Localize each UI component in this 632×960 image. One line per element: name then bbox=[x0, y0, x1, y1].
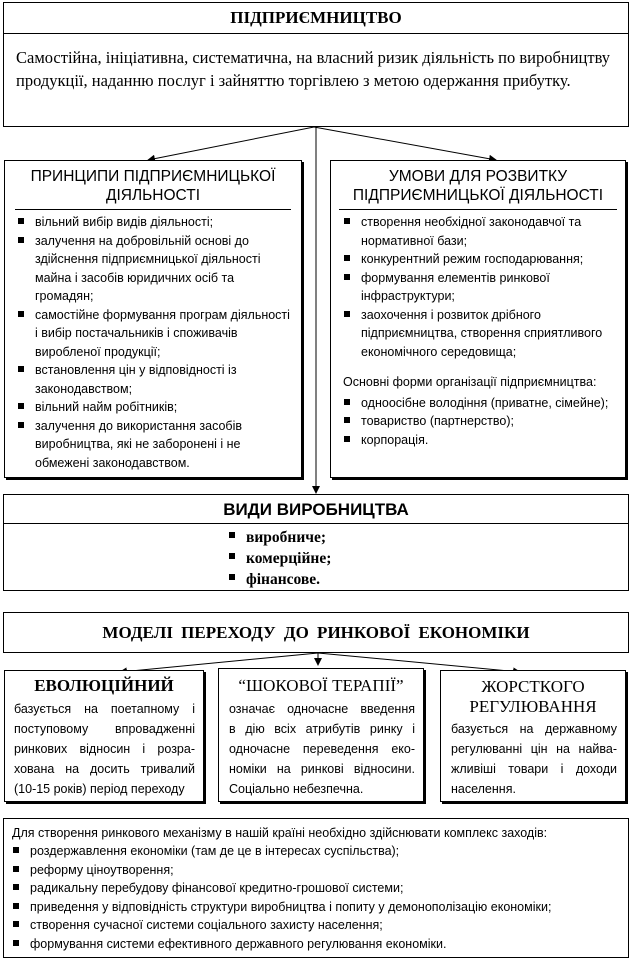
models-title: МОДЕЛІ ПЕРЕХОДУ ДО РИНКОВОЇ ЕКОНОМІКИ bbox=[3, 612, 629, 653]
entrepreneurship-definition: Самостійна, ініціативна, систематична, на власний ризик діяльність по виробництву продукції, наданню послуг і зайняттю торгівлею з метою одержання прибутку. bbox=[16, 48, 611, 90]
production-title: ВИДИ ВИРОБНИЦТВА bbox=[4, 495, 628, 524]
evolutionary-title: ЕВОЛЮЦІЙНИЙ bbox=[34, 676, 174, 695]
conditions-box bbox=[330, 160, 626, 478]
shock-therapy-description: означає одночасне введення в дію всіх атрибутів ринку і одночасне переведення еко- номіки на ринкові відносини. Соціально небезпечна. bbox=[229, 702, 415, 796]
shock-therapy-title: “ШОКОВОЇ ТЕРАПІЇ” bbox=[238, 676, 404, 695]
list-item: створення необхідної законодавчої та нормативної бази; bbox=[341, 213, 621, 250]
list-item: вільний найм робітників; bbox=[15, 398, 295, 417]
list-item: роздержавлення економіки (там де це в інтересах суспільства); bbox=[10, 842, 624, 861]
list-item: заохочення і розвиток дрібного підприємництва, створення сприятливого економічного середовища; bbox=[341, 306, 621, 362]
entrepreneurship-title: ПІДПРИЄМНИЦТВО bbox=[4, 3, 628, 34]
measures-list bbox=[4, 842, 628, 953]
production-box bbox=[3, 494, 629, 591]
list-item: самостійне формування програм діяльності і вибір постачальників і споживачів виробленої продукції; bbox=[15, 306, 295, 362]
conditions-title: УМОВИ ДЛЯ РОЗВИТКУ ПІДПРИЄМНИЦЬКОЇ ДІЯЛЬНОСТІ bbox=[352, 168, 604, 204]
list-item: радикальну перебудову фінансової кредитно-грошової системи; bbox=[10, 879, 624, 898]
list-item: вільний вибір видів діяльності; bbox=[15, 213, 295, 232]
strict-regulation-box bbox=[440, 670, 626, 802]
principles-list bbox=[5, 210, 301, 472]
production-list bbox=[4, 524, 628, 590]
evolutionary-description: базується на поетапному і поступовому впровадженні ринкових відносин і розра- хована на досить тривалий (10-15 років) період переходу bbox=[14, 702, 195, 796]
list-item: формування системи ефективного державного регулювання економіки. bbox=[10, 935, 624, 954]
list-item: конкурентний режим господарювання; bbox=[341, 250, 621, 269]
shock-therapy-box bbox=[218, 668, 424, 802]
arrow-to-conditions bbox=[314, 127, 496, 160]
list-item: товариство (партнерство); bbox=[341, 412, 621, 431]
measures-box bbox=[3, 818, 629, 958]
measures-intro: Для створення ринкового механізму в нашій країні необхідно здійснювати комплекс заходів: bbox=[12, 826, 548, 840]
conditions-list bbox=[331, 210, 625, 361]
entrepreneurship-box bbox=[3, 2, 629, 127]
evolutionary-box bbox=[4, 670, 204, 802]
list-item: приведення у відповідність структури виробництва і попиту у демонополізацію економіки; bbox=[10, 898, 624, 917]
list-item: встановлення цін у відповідності із законодавством; bbox=[15, 361, 295, 398]
forms-title: Основні форми організації підприємництва: bbox=[343, 375, 597, 389]
strict-regulation-title: ЖОРСТКОГО РЕГУЛЮВАННЯ bbox=[469, 677, 597, 716]
list-item: залучення до використання засобів виробництва, які не заборонені і не обмежені законодавством. bbox=[15, 417, 295, 473]
forms-list bbox=[331, 392, 625, 450]
principles-title: ПРИНЦИПИ ПІДПРИЄМНИЦЬКОЇ ДІЯЛЬНОСТІ bbox=[30, 168, 276, 204]
list-item: залучення на добровільній основі до здійснення підприємницької діяльності майна і засобів юридичних осіб та громадян; bbox=[15, 232, 295, 306]
list-item: одноосібне володіння (приватне, сімейне); bbox=[341, 394, 621, 413]
list-item: фінансове. bbox=[226, 569, 628, 590]
arrow-to-principles bbox=[148, 127, 314, 160]
list-item: корпорація. bbox=[341, 431, 621, 450]
list-item: комерційне; bbox=[226, 548, 628, 569]
principles-box bbox=[4, 160, 302, 478]
list-item: формування елементів ринкової інфраструктури; bbox=[341, 269, 621, 306]
list-item: створення сучасної системи соціального захисту населення; bbox=[10, 916, 624, 935]
strict-regulation-description: базується на державному регулюванні цін на найва- жливіші товари і доходи населення. bbox=[451, 722, 617, 796]
list-item: виробниче; bbox=[226, 527, 628, 548]
list-item: реформу ціноутворення; bbox=[10, 861, 624, 880]
